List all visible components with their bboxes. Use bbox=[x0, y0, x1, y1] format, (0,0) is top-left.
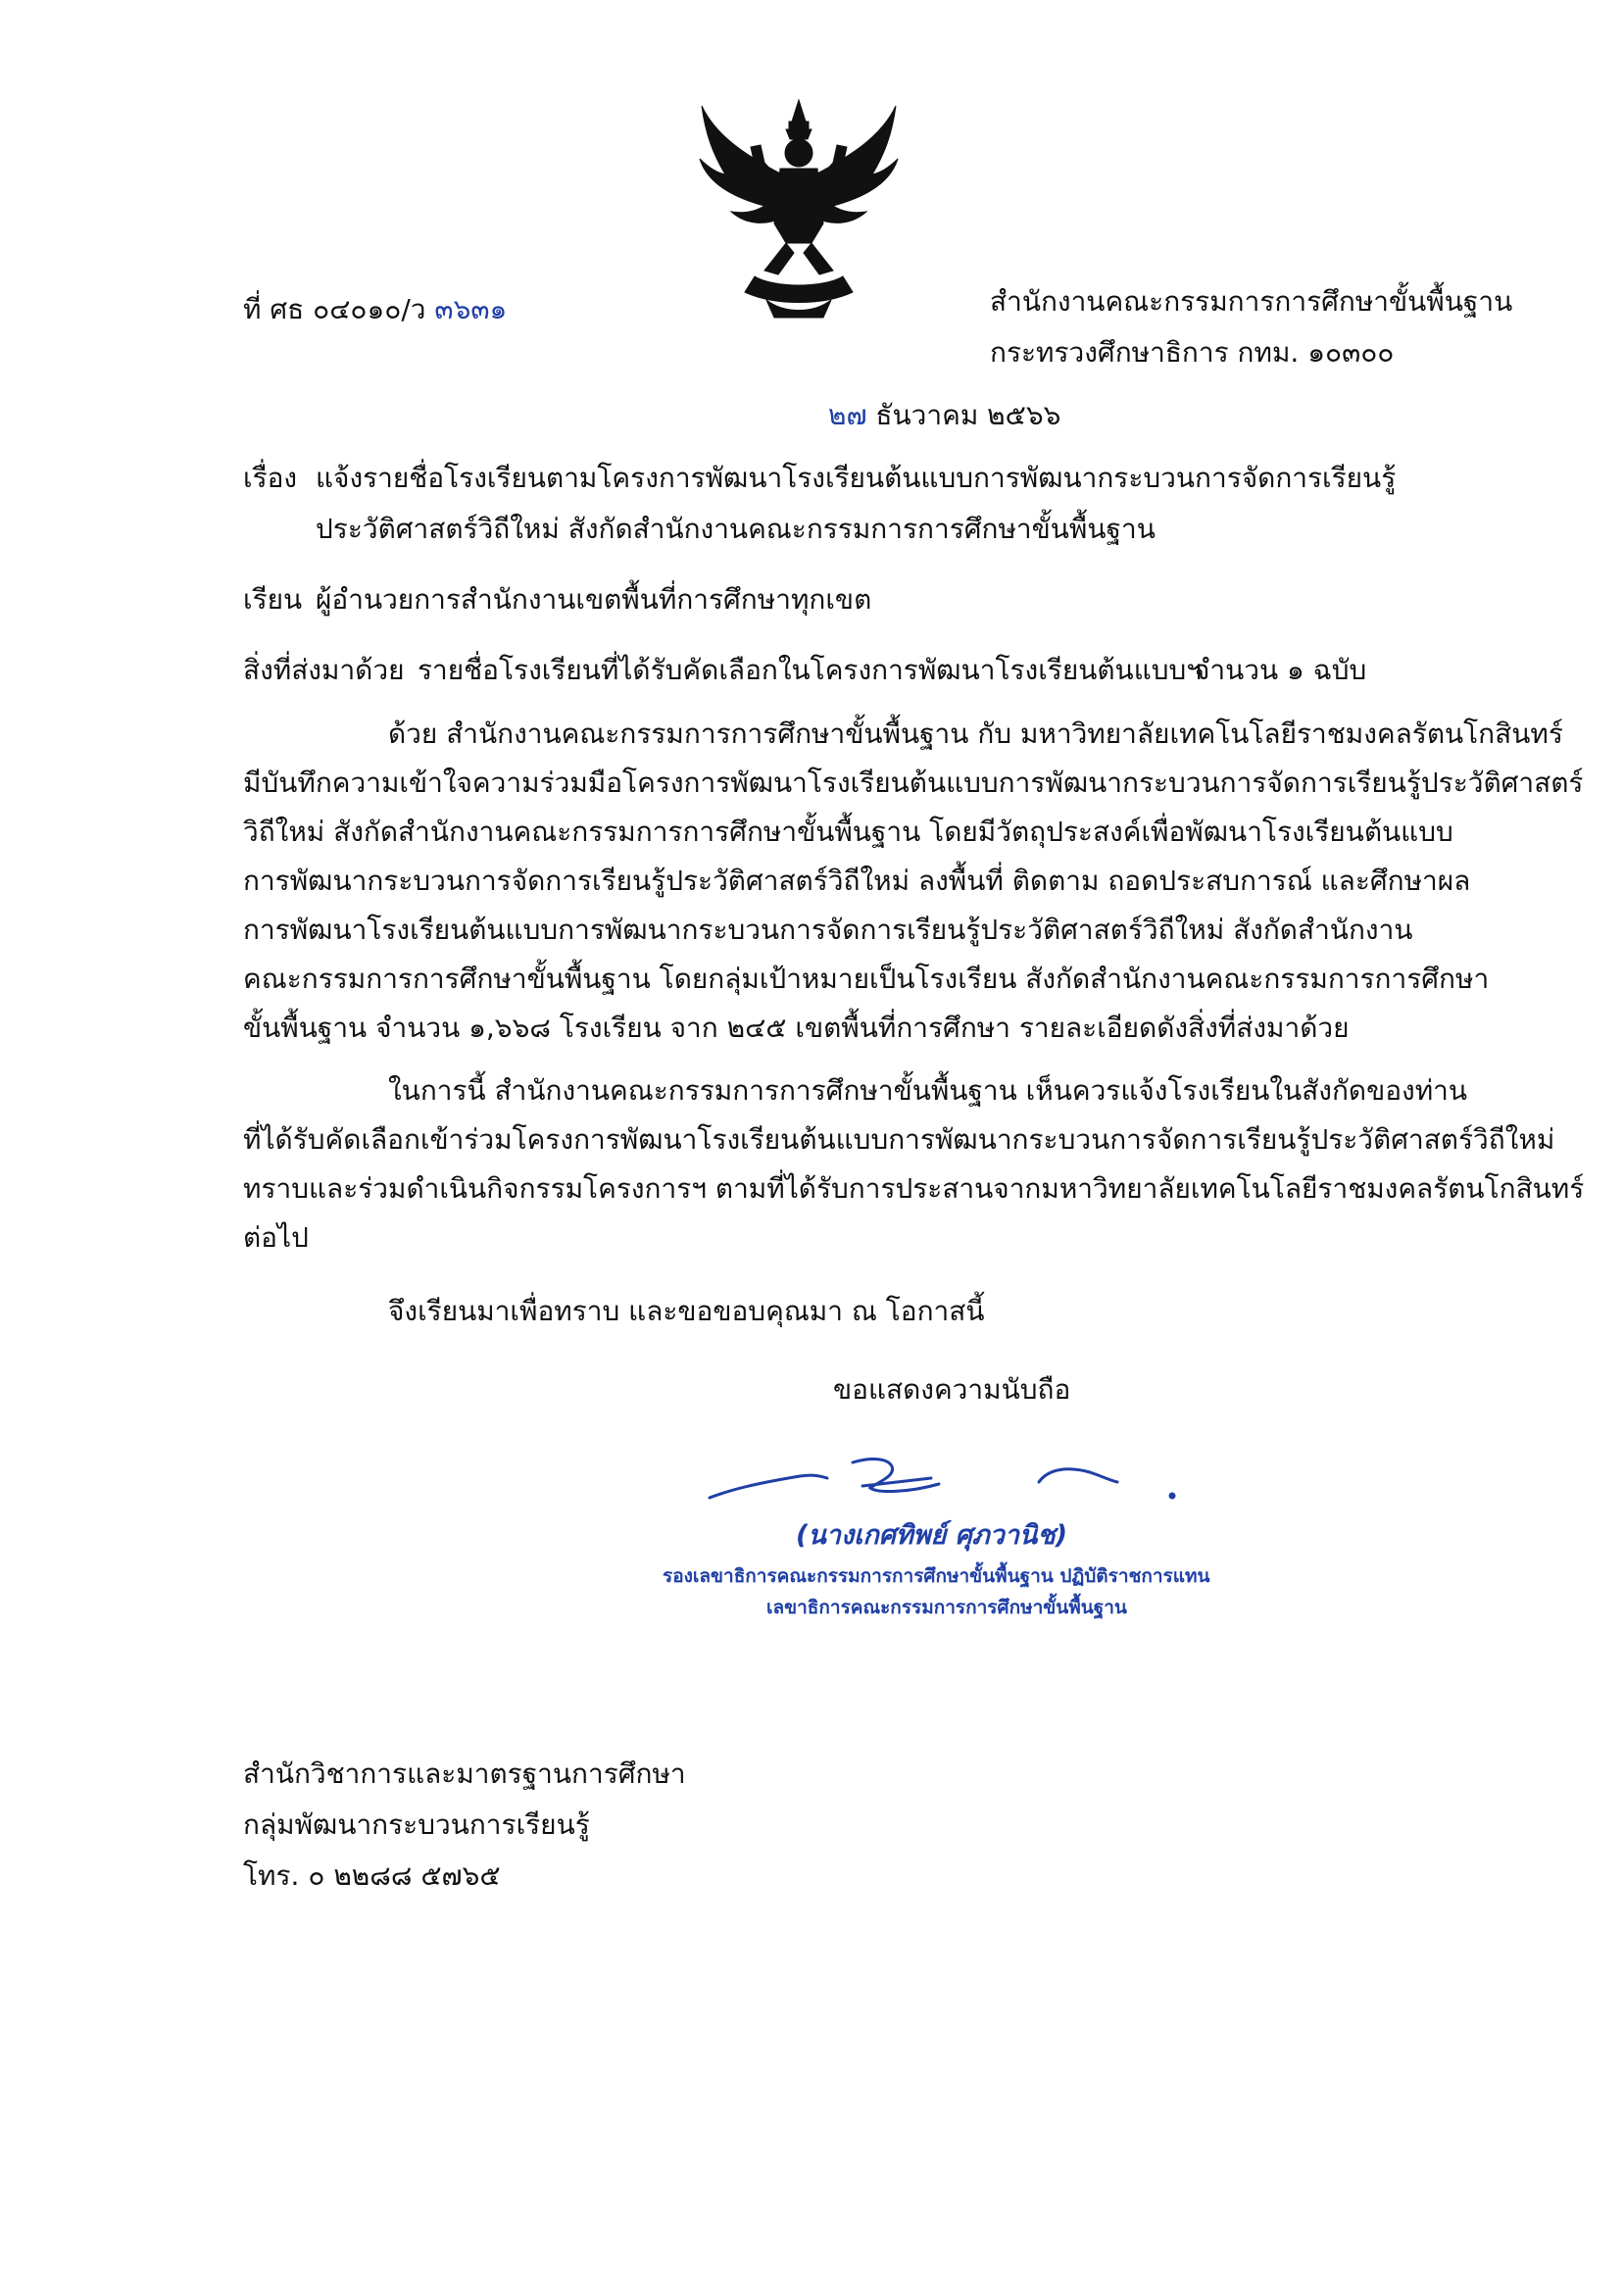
paragraph-line: ในการนี้ สำนักงานคณะกรรมการการศึกษาขั้นพื้นฐาน เห็นควรแจ้งโรงเรียนในสังกัดของท่าน bbox=[388, 1074, 1468, 1107]
signatory-title-line-1: รองเลขาธิการคณะกรรมการการศึกษาขั้นพื้นฐาน ปฏิบัติราชการแทน bbox=[663, 1565, 1210, 1587]
paragraph-line: ทราบและร่วมดำเนินกิจกรรมโครงการฯ ตามที่ได้รับการประสานจากมหาวิทยาลัยเทคโนโลยีราชมงคลรัตนโกสินทร์ bbox=[243, 1172, 1585, 1205]
paragraph-line: การพัฒนากระบวนการจัดการเรียนรู้ประวัติศาสตร์วิถีใหม่ ลงพื้นที่ ติดตาม ถอดประสบการณ์ และศึกษาผล bbox=[243, 865, 1471, 897]
subject-line-1: แจ้งรายชื่อโรงเรียนตามโครงการพัฒนาโรงเรียนต้นแบบการพัฒนากระบวนการจัดการเรียนรู้ bbox=[316, 462, 1397, 494]
reference-stamp-number: ๓๖๓๑ bbox=[434, 293, 508, 325]
document-date bbox=[828, 396, 1060, 435]
closing-line: จึงเรียนมาเพื่อทราบ และขอขอบคุณมา ณ โอกาสนี้ bbox=[388, 1295, 985, 1327]
subject-line-2: ประวัติศาสตร์วิถีใหม่ สังกัดสำนักงานคณะกรรมการการศึกษาขั้นพื้นฐาน bbox=[316, 513, 1156, 545]
paragraph-line: วิถีใหม่ สังกัดสำนักงานคณะกรรมการการศึกษาขั้นพื้นฐาน โดยมีวัตถุประสงค์เพื่อพัฒนาโรงเรียนต้นแบบ bbox=[243, 816, 1453, 848]
signatory-title-line-2: เลขาธิการคณะกรรมการการศึกษาขั้นพื้นฐาน bbox=[766, 1597, 1127, 1618]
addressee-label: เรียน bbox=[243, 583, 303, 616]
salutation: ขอแสดงความนับถือ bbox=[833, 1373, 1071, 1406]
body-paragraph-2 bbox=[243, 1066, 1585, 1262]
date-month-year: ธันวาคม ๒๕๖๖ bbox=[875, 399, 1061, 431]
subject-label: เรื่อง bbox=[243, 462, 298, 494]
agency-name: สำนักงานคณะกรรมการการศึกษาขั้นพื้นฐาน bbox=[990, 285, 1513, 318]
paragraph-line: มีบันทึกความเข้าใจความร่วมมือโครงการพัฒนาโรงเรียนต้นแบบการพัฒนากระบวนการจัดการเรียนรู้ประวัติศาสตร์ bbox=[243, 767, 1584, 799]
garuda-emblem-icon bbox=[696, 96, 902, 320]
enclosure-text: รายชื่อโรงเรียนที่ได้รับคัดเลือกในโครงการพัฒนาโรงเรียนต้นแบบฯ bbox=[418, 654, 1203, 686]
enclosure-label: สิ่งที่ส่งมาด้วย bbox=[243, 654, 405, 686]
paragraph-line: ด้วย สำนักงานคณะกรรมการการศึกษาขั้นพื้นฐาน กับ มหาวิทยาลัยเทคโนโลยีราชมงคลรัตนโกสินทร์ bbox=[388, 717, 1563, 750]
body-paragraph-1 bbox=[243, 710, 1584, 1053]
agency-address: กระทรวงศึกษาธิการ กทม. ๑๐๓๐๐ bbox=[990, 336, 1395, 369]
signatory-name: (นางเกศทิพย์ ศุภวานิช) bbox=[796, 1520, 1068, 1551]
signature-icon bbox=[706, 1449, 1186, 1517]
reference-number bbox=[243, 290, 507, 329]
footer-group: กลุ่มพัฒนากระบวนการเรียนรู้ bbox=[243, 1808, 590, 1841]
paragraph-line: คณะกรรมการการศึกษาขั้นพื้นฐาน โดยกลุ่มเป้าหมายเป็นโรงเรียน สังกัดสำนักงานคณะกรรมการการศึกษา bbox=[243, 963, 1490, 995]
reference-prefix: ที่ ศธ ๐๔๐๑๐/ว bbox=[243, 293, 426, 325]
paragraph-line: การพัฒนาโรงเรียนต้นแบบการพัฒนากระบวนการจัดการเรียนรู้ประวัติศาสตร์วิถีใหม่ สังกัดสำนักงาน bbox=[243, 914, 1413, 946]
paragraph-line: ต่อไป bbox=[243, 1221, 309, 1254]
addressee-text: ผู้อำนวยการสำนักงานเขตพื้นที่การศึกษาทุกเขต bbox=[316, 583, 872, 616]
footer-phone: โทร. ๐ ๒๒๘๘ ๕๗๖๕ bbox=[243, 1859, 501, 1892]
date-day-stamp: ๒๗ bbox=[828, 399, 867, 431]
paragraph-line: ที่ได้รับคัดเลือกเข้าร่วมโครงการพัฒนาโรงเรียนต้นแบบการพัฒนากระบวนการจัดการเรียนรู้ประวัติศาสตร์วิถีใหม่ bbox=[243, 1123, 1555, 1156]
enclosure-count: จำนวน ๑ ฉบับ bbox=[1194, 654, 1367, 686]
paragraph-line: ขั้นพื้นฐาน จำนวน ๑,๖๖๘ โรงเรียน จาก ๒๔๕ เขตพื้นที่การศึกษา รายละเอียดดังสิ่งที่ส่งมาด้วย bbox=[243, 1012, 1350, 1044]
footer-office: สำนักวิชาการและมาตรฐานการศึกษา bbox=[243, 1757, 686, 1790]
